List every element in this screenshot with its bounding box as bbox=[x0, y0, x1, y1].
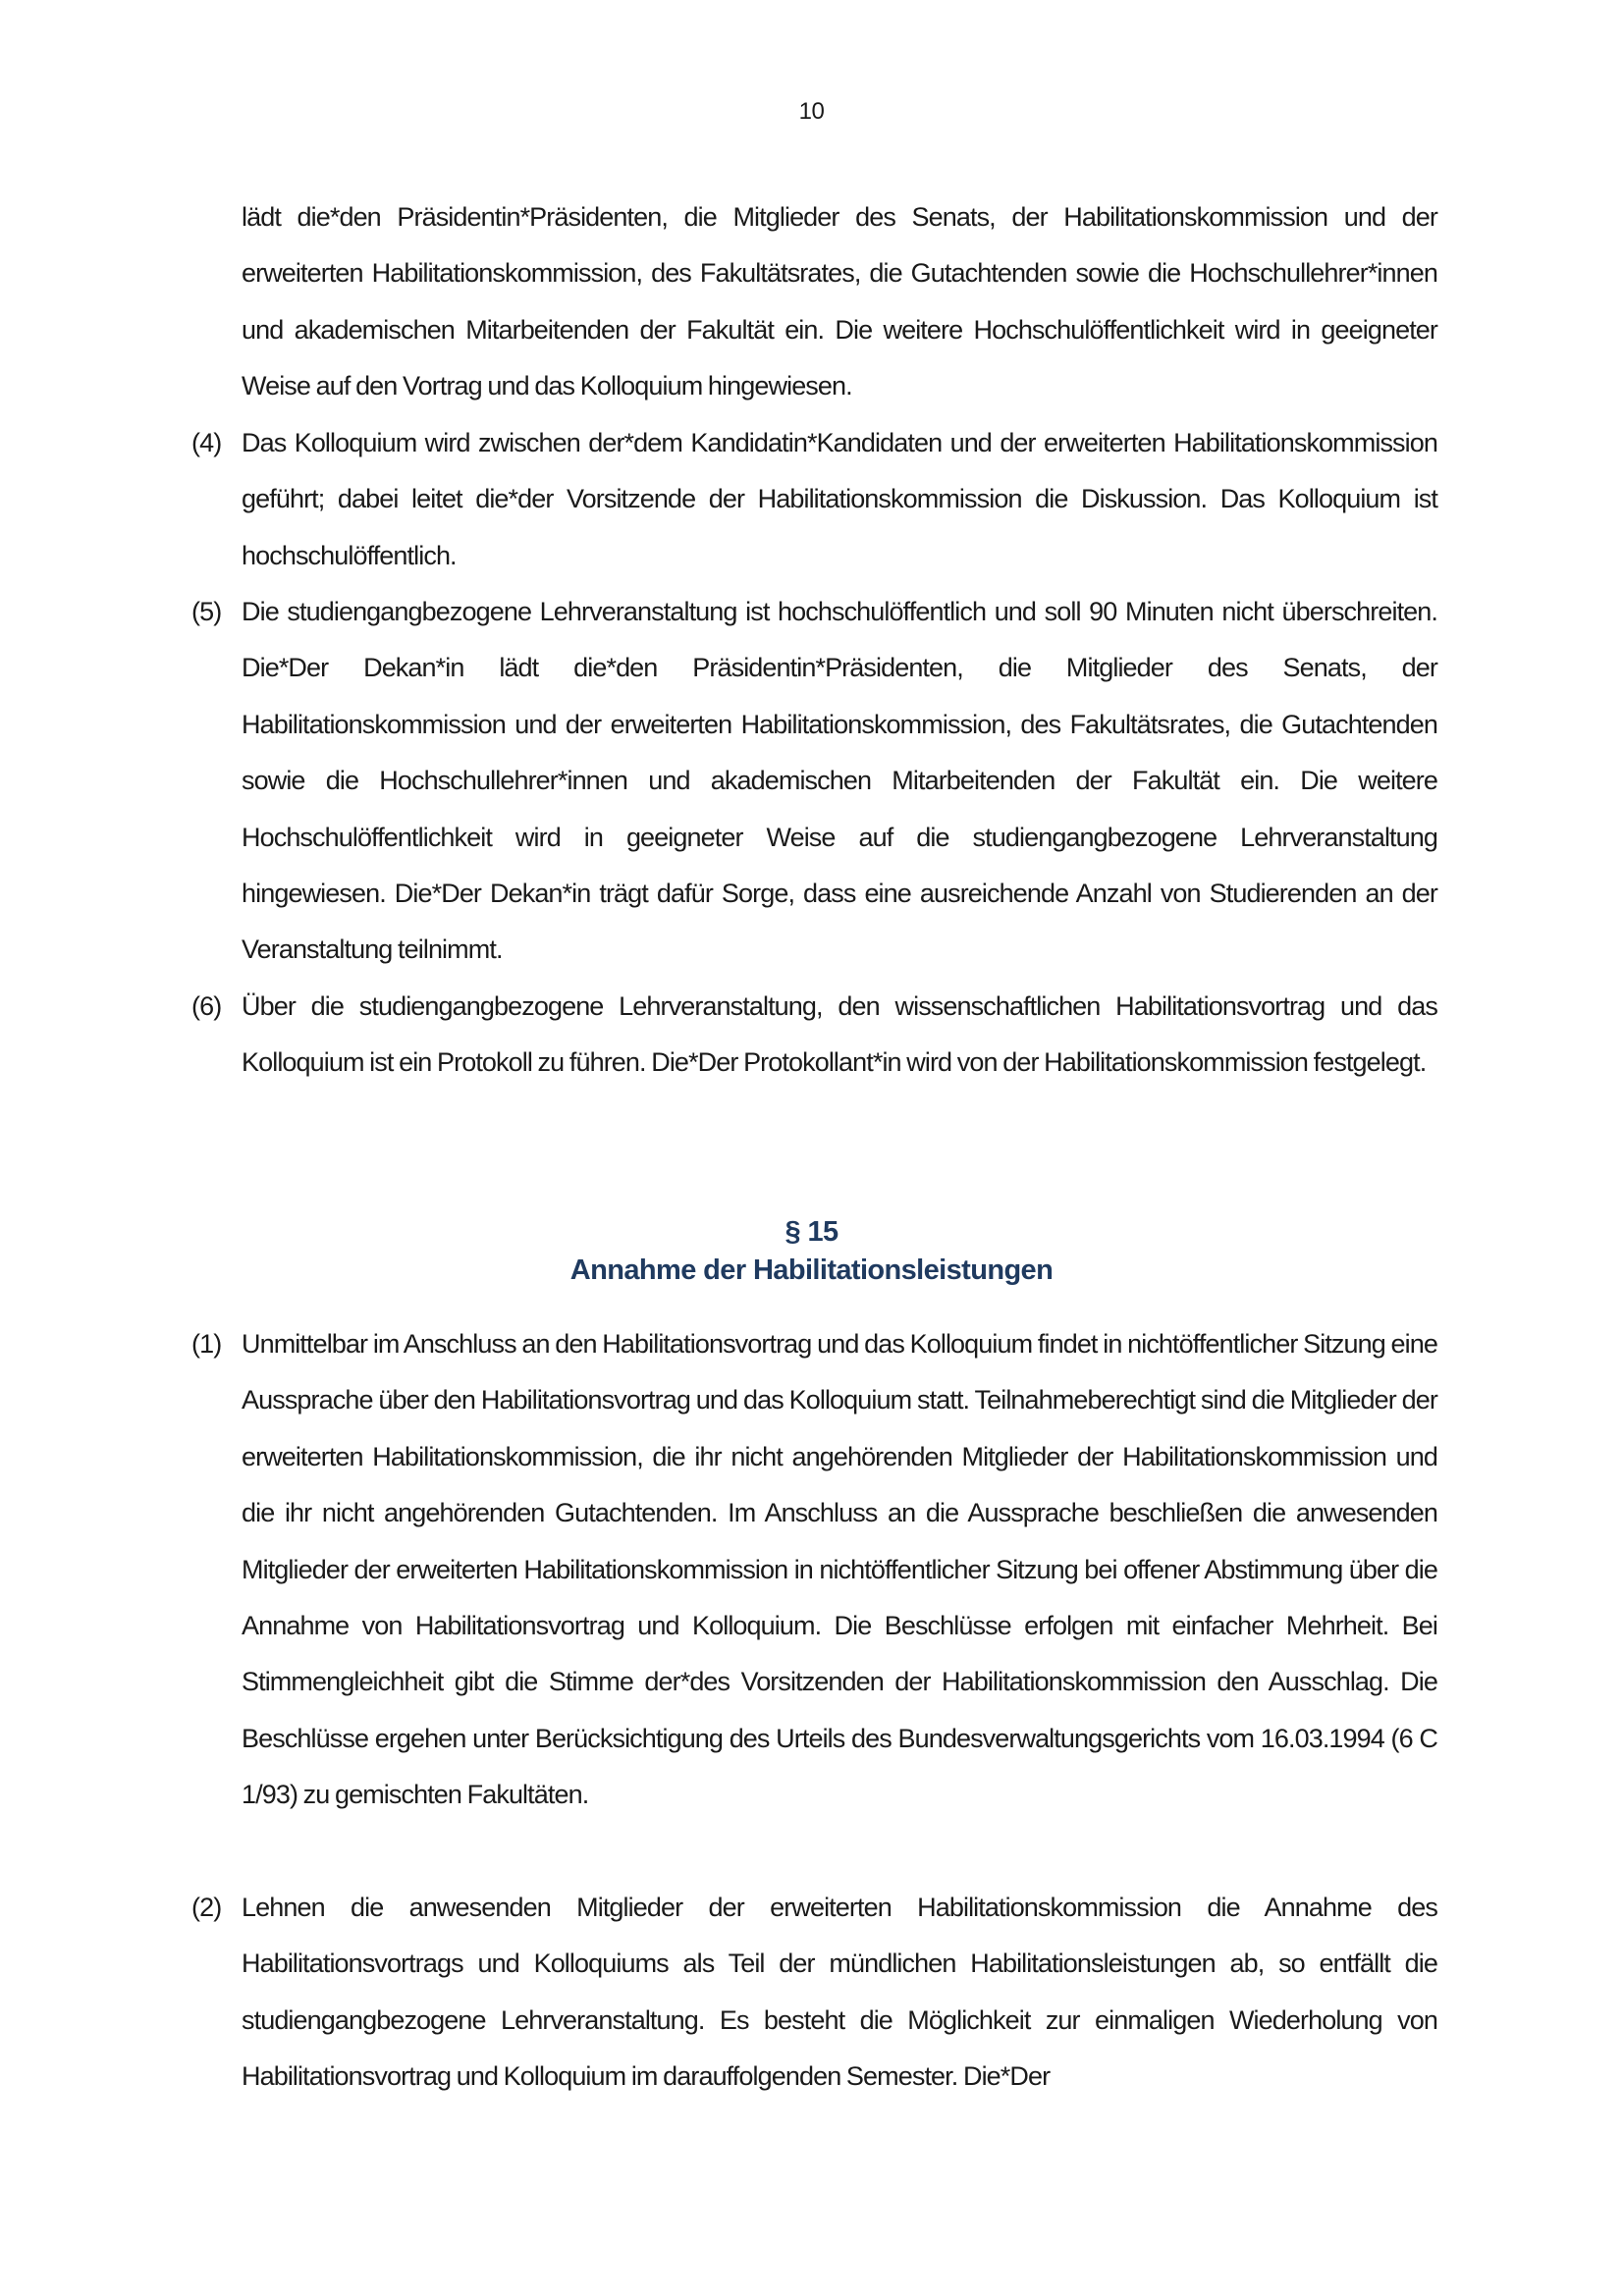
item-number: (4) bbox=[191, 428, 222, 457]
list-item-4 bbox=[191, 415, 1437, 584]
item-number: (6) bbox=[191, 991, 222, 1021]
item-number: (2) bbox=[191, 1893, 222, 1922]
list-item-1 bbox=[191, 1316, 1437, 1824]
list-item-6 bbox=[191, 979, 1437, 1092]
page-number: 10 bbox=[798, 98, 825, 125]
item-number: (5) bbox=[191, 597, 222, 626]
list-item-2 bbox=[191, 1880, 1437, 2106]
item-text: Die studiengangbezogene Lehrveranstaltung ist hochschulöffentlich und soll 90 Minuten nicht überschreiten. Die*Der Dekan*in lädt die*den Präsidentin*Präsidenten, die Mitglieder des Senats, der Habilitationskommission und der erweiterten Habilitationskommission, des Fakultätsrates, die Gutachtenden sowie die Hochschullehrer*innen und akademischen Mitarbeitenden der Fakultät ein. Die weitere Hochschulöffentlichkeit wird in geeigneter Weise auf die studiengangbezogene Lehrveranstaltung hingewiesen. Die*Der Dekan*in trägt dafür Sorge, dass eine ausreichende Anzahl von Studierenden an der Veranstaltung teilnimmt. bbox=[242, 597, 1437, 965]
paragraph-text: lädt die*den Präsidentin*Präsidenten, die Mitglieder des Senats, der Habilitationskommission und der erweiterten Habilitationskommission, des Fakultätsrates, die Gutachtenden sowie die Hochschullehrer*innen und akademischen Mitarbeitenden der Fakultät ein. Die weitere Hochschulöffentlichkeit wird in geeigneter Weise auf den Vortrag und das Kolloquium hingewiesen. bbox=[242, 202, 1437, 401]
item-text: Das Kolloquium wird zwischen der*dem Kandidatin*Kandidaten und der erweiterten Habilitationskommission geführt; dabei leitet die*der Vorsitzende der Habilitationskommission die Diskussion. Das Kolloquium ist hochschulöffentlich. bbox=[242, 428, 1437, 570]
item-number: (1) bbox=[191, 1329, 222, 1359]
continued-paragraph bbox=[242, 189, 1437, 415]
item-text: Lehnen die anwesenden Mitglieder der erweiterten Habilitationskommission die Annahme des Habilitationsvortrags und Kolloquiums als Teil der mündlichen Habilitationsleistungen ab, so entfällt die studiengangbezogene Lehrveranstaltung. Es besteht die Möglichkeit zur einmaligen Wiederholung von Habilitationsvortrag und Kolloquium im darauffolgenden Semester. Die*Der bbox=[242, 1893, 1437, 2092]
item-text: Über die studiengangbezogene Lehrveranstaltung, den wissenschaftlichen Habilitationsvortrag und das Kolloquium ist ein Protokoll zu führen. Die*Der Protokollant*in wird von der Habilitationskommission festgelegt. bbox=[242, 991, 1437, 1078]
list-item-5 bbox=[191, 584, 1437, 979]
item-text: Unmittelbar im Anschluss an den Habilitationsvortrag und das Kolloquium findet in nichtöffentlicher Sitzung eine Aussprache über den Habilitationsvortrag und das Kolloquium statt. Teilnahmeberechtigt sind die Mitglieder der erweiterten Habilitationskommission, die ihr nicht angehörenden Mitglieder der Habilitationskommission und die ihr nicht angehörenden Gutachtenden. Im Anschluss an die Aussprache beschließen die anwesenden Mitglieder der erweiterten Habilitationskommission in nichtöffentlicher Sitzung bei offener Abstimmung über die Annahme von Habilitationsvortrag und Kolloquium. Die Beschlüsse erfolgen mit einfacher Mehrheit. Bei Stimmengleichheit gibt die Stimme der*des Vorsitzenden der Habilitationskommission den Ausschlag. Die Beschlüsse ergehen unter Berücksichtigung des Urteils des Bundesverwaltungsgerichts vom 16.03.1994 (6 C 1/93) zu gemischten Fakultäten. bbox=[242, 1329, 1437, 1810]
section-title: Annahme der Habilitationsleistungen bbox=[569, 1255, 1054, 1286]
section-number: § 15 bbox=[784, 1216, 839, 1248]
